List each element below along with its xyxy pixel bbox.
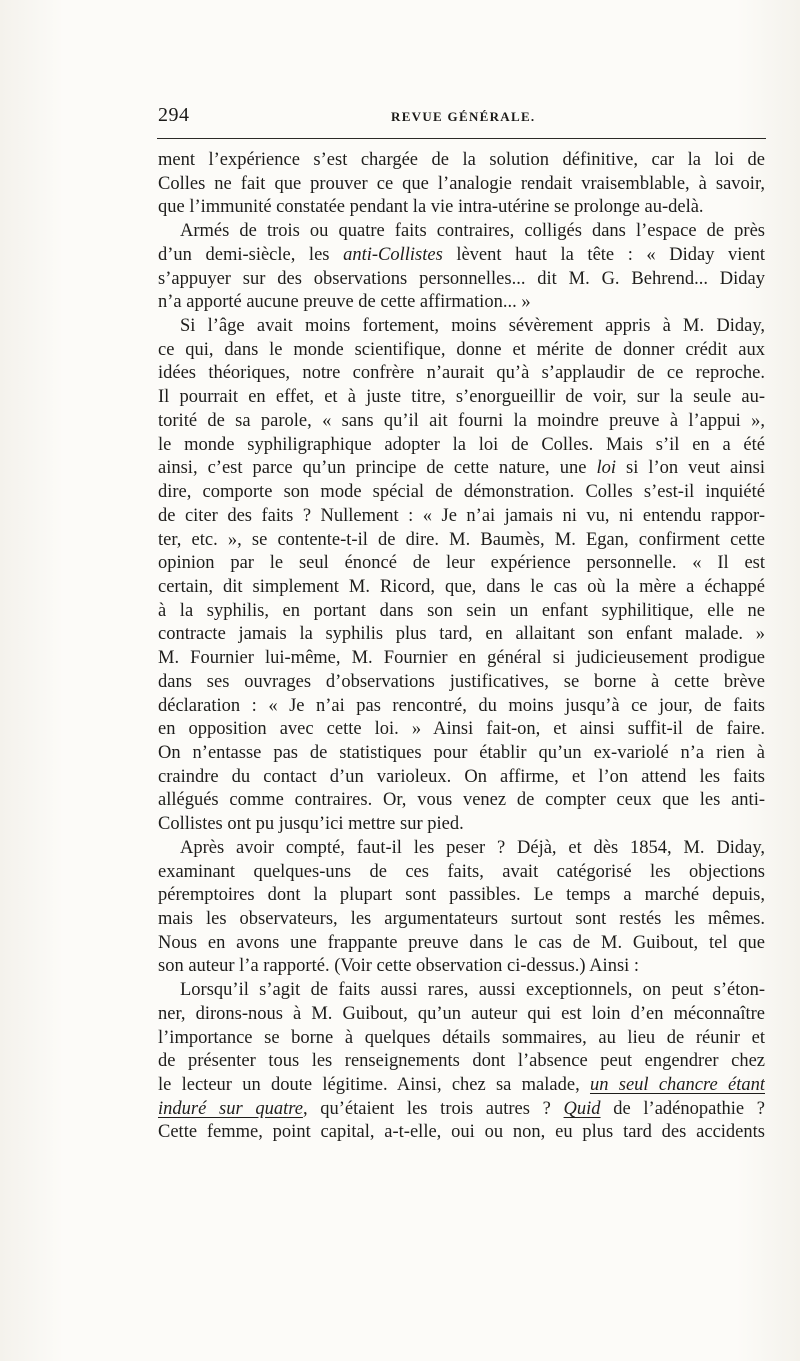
text-segment: mais les observateurs, les argumentateurs surtout sont restés les mêmes.	[158, 909, 765, 929]
text-segment: l’importance se borne à quelques détails sommaires, au lieu de réunir et	[158, 1027, 765, 1048]
text-segment: le lecteur un doute légitime. Ainsi, chez sa malade,	[158, 1075, 590, 1096]
text-segment: n’a apporté aucune preuve de cette affirmation... »	[158, 292, 531, 313]
emphasized-text: induré sur quatre	[158, 1098, 303, 1119]
text-line	[158, 386, 765, 410]
text-line	[158, 884, 765, 908]
text-line	[158, 291, 765, 315]
text-line	[158, 671, 765, 695]
text-segment: Lorsqu’il s’agit de faits aussi rares, aussi exceptionnels, on peut s’éton-	[180, 980, 765, 1001]
text-segment: en opposition avec cette loi. » Ainsi fait-on, et ainsi suffit-il de faire.	[158, 719, 765, 740]
text-line	[158, 932, 765, 956]
emphasized-text: Quid	[563, 1098, 601, 1119]
text-segment: si l’on veut ainsi	[615, 458, 765, 479]
text-line	[158, 1027, 765, 1051]
text-segment: torité de sa parole, « sans qu’il ait fourni la moindre preuve à l’appui »,	[158, 410, 765, 431]
text-line	[158, 173, 765, 197]
text-line	[158, 505, 765, 529]
text-line	[158, 837, 765, 861]
text-segment: examinant quelques-uns de ces faits, avait catégorisé les objections	[158, 861, 765, 882]
text-segment: , qu’étaient les trois autres ?	[302, 1098, 564, 1119]
text-line	[158, 315, 765, 339]
body-text	[158, 149, 765, 1194]
text-line	[158, 813, 765, 837]
text-line	[158, 244, 765, 268]
text-segment: Il pourrait en effet, et à juste titre, s’enorgueillir de voir, sur la seule au-	[158, 387, 765, 408]
text-line	[158, 434, 765, 458]
text-segment: Armés de trois ou quatre faits contraires, colligés dans l’espace de près	[180, 221, 765, 242]
emphasized-text: anti-Collistes	[343, 244, 443, 265]
text-segment: Collistes ont pu jusqu’ici mettre sur pied.	[158, 814, 464, 835]
text-line	[158, 457, 765, 481]
text-line	[158, 196, 765, 220]
text-line	[158, 1050, 765, 1074]
text-line	[158, 410, 765, 434]
text-line	[158, 268, 765, 292]
text-segment: à la syphilis, en portant dans son sein un enfant syphilitique, elle ne	[158, 600, 765, 621]
emphasized-text: un seul chancre étant	[589, 1075, 765, 1096]
text-segment: opinion par le seul énoncé de leur expérience personnelle. « Il est	[158, 553, 765, 574]
text-line	[158, 1003, 765, 1027]
text-line	[158, 789, 765, 813]
text-segment: d’un demi-siècle, les	[158, 244, 344, 265]
text-line	[158, 695, 765, 719]
text-line	[158, 220, 765, 244]
text-line	[158, 955, 765, 979]
text-segment: allégués comme contraires. Or, vous venez de compter ceux que les anti-	[158, 790, 765, 811]
text-segment: certain, dit simplement M. Ricord, que, dans le cas où la mère a échappé	[158, 576, 765, 597]
text-segment: lèvent haut la tête : « Diday vient	[442, 244, 765, 265]
text-line	[158, 647, 765, 671]
text-segment: Colles ne fait que prouver ce que l’analogie rendait vraisemblable, à savoir,	[158, 173, 765, 194]
text-line	[158, 908, 765, 932]
text-segment: s’appuyer sur des observations personnelles... dit M. G. Behrend... Diday	[158, 268, 765, 289]
text-segment: Après avoir compté, faut-il les peser ? Déjà, et dès 1854, M. Diday,	[180, 837, 765, 858]
text-segment: contracte jamais la syphilis plus tard, en allaitant son enfant malade. »	[158, 624, 765, 645]
text-line	[158, 979, 765, 1003]
text-segment: ter, etc. », se contente-t-il de dire. M. Baumès, M. Egan, confirment cette	[158, 529, 765, 550]
text-segment: déclaration : « Je n’ai pas rencontré, du moins jusqu’à ce jour, de faits	[158, 695, 765, 716]
text-line	[158, 718, 765, 742]
text-segment: ner, dirons-nous à M. Guibout, qu’un auteur qui est loin d’en méconnaître	[158, 1003, 765, 1024]
page-number: 294	[158, 104, 190, 126]
text-line	[158, 362, 765, 386]
text-segment: de présenter tous les renseignements dont l’absence peut engendrer chez	[158, 1051, 765, 1072]
text-segment: dire, comporte son mode spécial de démonstration. Colles s’est-il inquiété	[158, 482, 765, 503]
text-segment: péremptoires dont la plupart sont passibles. Le temps a marché depuis,	[158, 885, 765, 906]
text-segment: ce qui, dans le monde scientifique, donne et mérite de donner crédit aux	[158, 339, 765, 360]
text-line	[158, 481, 765, 505]
text-line	[158, 339, 765, 363]
text-segment: On n’entasse pas de statistiques pour établir qu’un ex-variolé n’a rien à	[158, 742, 765, 763]
text-segment: dans ses ouvrages d’observations justificatives, se borne à cette brève	[158, 671, 765, 692]
text-line	[158, 1098, 765, 1122]
text-segment: son auteur l’a rapporté. (Voir cette observation ci-dessus.) Ainsi :	[158, 956, 640, 977]
text-segment: ment l’expérience s’est chargée de la solution définitive, car la loi de	[158, 150, 765, 170]
text-segment: que l’immunité constatée pendant la vie intra-utérine se prolonge au-delà.	[158, 197, 704, 218]
header-rule	[157, 138, 766, 139]
text-line	[158, 861, 765, 885]
text-line	[158, 766, 765, 790]
text-line	[158, 149, 765, 173]
text-segment: Nous en avons une frappante preuve dans le cas de M. Guibout, tel que	[158, 932, 765, 953]
text-line	[158, 742, 765, 766]
text-line	[158, 1074, 765, 1098]
text-segment: craindre du contact d’un varioleux. On affirme, et l’on attend les faits	[158, 766, 765, 787]
text-line	[158, 1121, 765, 1145]
text-segment: de l’adénopathie ?	[600, 1098, 765, 1119]
page-header	[155, 104, 765, 134]
text-segment: idées théoriques, notre confrère n’aurait qu’à s’applaudir de ce reproche.	[158, 363, 765, 384]
emphasized-text: loi	[596, 458, 616, 479]
text-line	[158, 600, 765, 624]
text-segment: M. Fournier lui-même, M. Fournier en général si judicieusement prodigue	[158, 648, 765, 669]
text-segment: Si l’âge avait moins fortement, moins sévèrement appris à M. Diday,	[180, 316, 765, 337]
text-segment: le monde syphiligraphique adopter la loi de Colles. Mais s’il en a été	[158, 434, 765, 455]
text-line	[158, 576, 765, 600]
text-segment: de citer des faits ? Nullement : « Je n’ai jamais ni vu, ni entendu rappor-	[158, 505, 765, 526]
text-segment: ainsi, c’est parce qu’un principe de cette nature, une	[158, 458, 597, 479]
text-line	[158, 623, 765, 647]
running-head: REVUE GÉNÉRALE.	[391, 109, 536, 124]
text-line	[158, 529, 765, 553]
text-line	[158, 552, 765, 576]
text-segment: Cette femme, point capital, a-t-elle, oui ou non, eu plus tard des accidents	[158, 1122, 765, 1143]
